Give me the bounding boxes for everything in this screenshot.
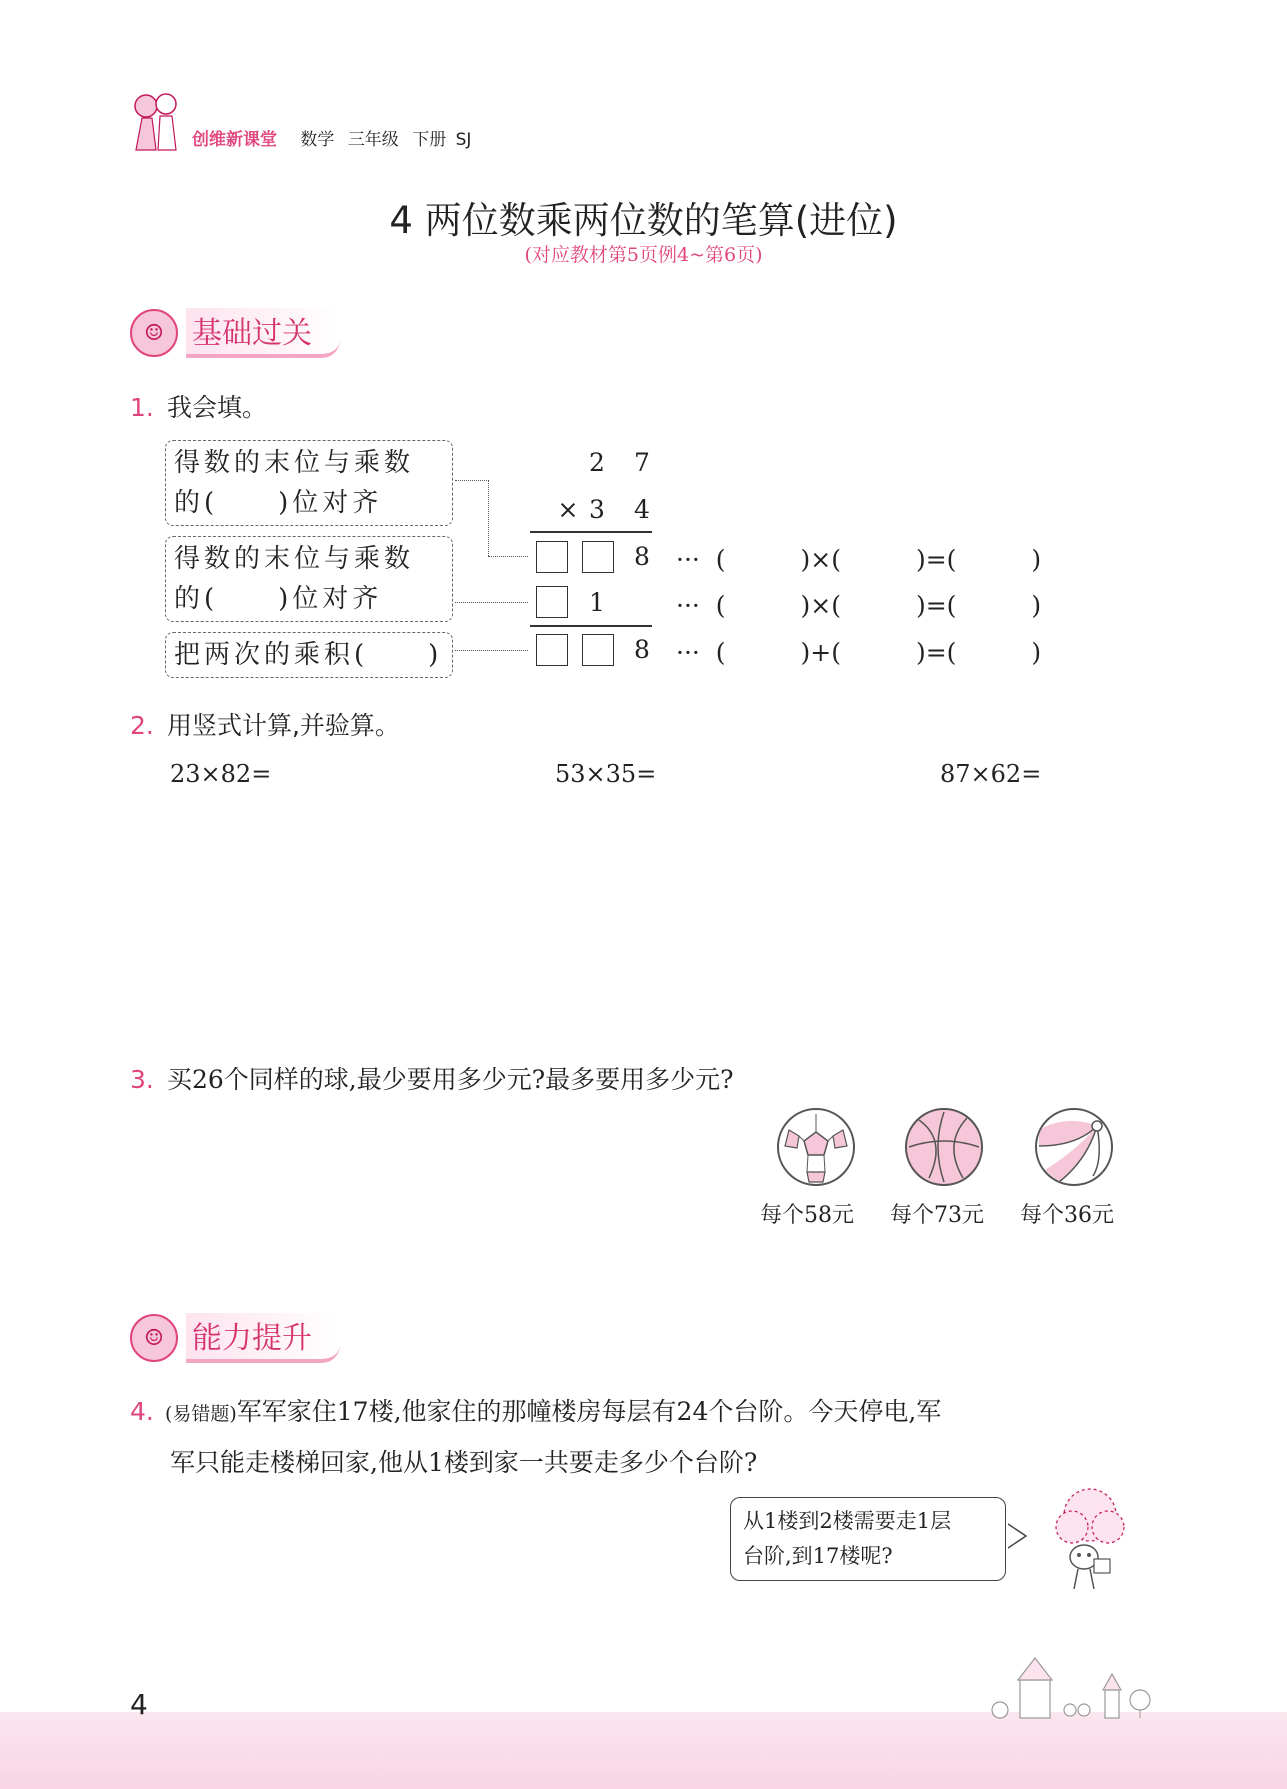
hint-box-2-line2: 的( )位对齐 xyxy=(174,584,383,614)
calc-1: 23×82= xyxy=(170,760,272,788)
page-title: 4 两位数乘两位数的笔算(进位) xyxy=(389,199,898,242)
hint-box-2-line1: 得数的末位与乘数 xyxy=(174,544,415,574)
connector-line xyxy=(455,650,528,651)
castle-decoration-icon xyxy=(990,1650,1170,1724)
multiplicand-ones: 7 xyxy=(634,448,650,477)
connector-line xyxy=(488,480,489,556)
section-basic-label: 基础过关 xyxy=(186,308,340,358)
answer-box[interactable] xyxy=(536,586,568,618)
equation-row-3: ··· ( )+( )=( ) xyxy=(676,638,1042,667)
question-text: 买26个同样的球,最少要用多少元?最多要用多少元? xyxy=(166,1065,734,1094)
times-sign: × xyxy=(557,495,579,524)
basketball-icon xyxy=(905,1108,983,1186)
hint-box-3 xyxy=(165,632,453,678)
hint-bubble xyxy=(730,1497,1006,1581)
question-text: 我会填。 xyxy=(166,393,267,422)
price-soccer: 每个58元 xyxy=(760,1203,854,1228)
question-2 xyxy=(130,706,400,742)
header-brand: 创维新课堂 xyxy=(192,130,277,150)
section-basic-header xyxy=(130,310,340,356)
question-1 xyxy=(130,388,267,424)
multiplicand-tens: 2 xyxy=(589,448,605,477)
hint-box-1 xyxy=(165,440,453,526)
header-info xyxy=(192,125,471,150)
beach-ball-icon xyxy=(1035,1108,1113,1186)
question-tag: (易错题) xyxy=(164,1403,237,1425)
connector-line xyxy=(455,480,489,481)
mascot-badge-icon: ☺ xyxy=(130,309,178,357)
multiplier-ones: 4 xyxy=(634,495,650,524)
soccer-ball-icon xyxy=(777,1108,855,1186)
hint-box-1-line2: 的( )位对齐 xyxy=(174,488,383,518)
answer-box[interactable] xyxy=(536,541,568,573)
question-number: 1. xyxy=(130,393,154,422)
row2-digit: 1 xyxy=(589,588,605,617)
question-text-line2: 军只能走楼梯回家,他从1楼到家一共要走多少个台阶? xyxy=(170,1448,758,1477)
question-number: 2. xyxy=(130,711,154,740)
question-number: 4. xyxy=(130,1397,154,1426)
answer-box[interactable] xyxy=(536,634,568,666)
bubble-tail-icon xyxy=(1008,1522,1028,1556)
row1-digit: 8 xyxy=(634,542,650,571)
equation-row-2: ··· ( )×( )=( ) xyxy=(676,591,1042,620)
hint-box-1-line1: 得数的末位与乘数 xyxy=(174,448,415,478)
price-beach-ball: 每个36元 xyxy=(1020,1203,1114,1228)
header-subject: 数学 xyxy=(300,130,335,150)
hint-box-2 xyxy=(165,536,453,622)
question-text-line1: 军军家住17楼,他家住的那幢楼房每层有24个台阶。今天停电,军 xyxy=(236,1397,942,1426)
hint-box-3-text: 把两次的乘积( ) xyxy=(174,640,443,670)
row3-digit: 8 xyxy=(634,635,650,664)
header-volume: 下册 xyxy=(412,130,447,150)
header-edition: SJ xyxy=(455,130,472,150)
question-text: 用竖式计算,并验算。 xyxy=(166,711,400,740)
question-3 xyxy=(130,1060,734,1096)
answer-box[interactable] xyxy=(582,541,614,573)
mascot-tree-icon xyxy=(1040,1485,1140,1595)
page-number: 4 xyxy=(130,1688,148,1721)
header-grade: 三年级 xyxy=(347,130,399,150)
question-number: 3. xyxy=(130,1065,154,1094)
section-advanced-header xyxy=(130,1315,340,1361)
question-4 xyxy=(130,1392,1140,1428)
section-advanced-label: 能力提升 xyxy=(186,1313,340,1363)
hint-bubble-line2: 台阶,到17楼呢? xyxy=(743,1544,893,1568)
connector-line xyxy=(455,602,528,603)
mascot-badge-icon: ☺ xyxy=(130,1314,178,1362)
connector-line xyxy=(488,556,528,557)
header-mascot xyxy=(128,88,182,154)
sum-line xyxy=(530,625,652,627)
product-line xyxy=(530,531,652,533)
answer-box[interactable] xyxy=(582,634,614,666)
calc-2: 53×35= xyxy=(555,760,657,788)
price-basketball: 每个73元 xyxy=(890,1203,984,1228)
page-subtitle: (对应教材第5页例4~第6页) xyxy=(524,244,763,266)
calc-3: 87×62= xyxy=(940,760,1042,788)
multiplier-tens: 3 xyxy=(589,495,605,524)
hint-bubble-line1: 从1楼到2楼需要走1层 xyxy=(743,1509,952,1533)
equation-row-1: ··· ( )×( )=( ) xyxy=(676,545,1042,574)
